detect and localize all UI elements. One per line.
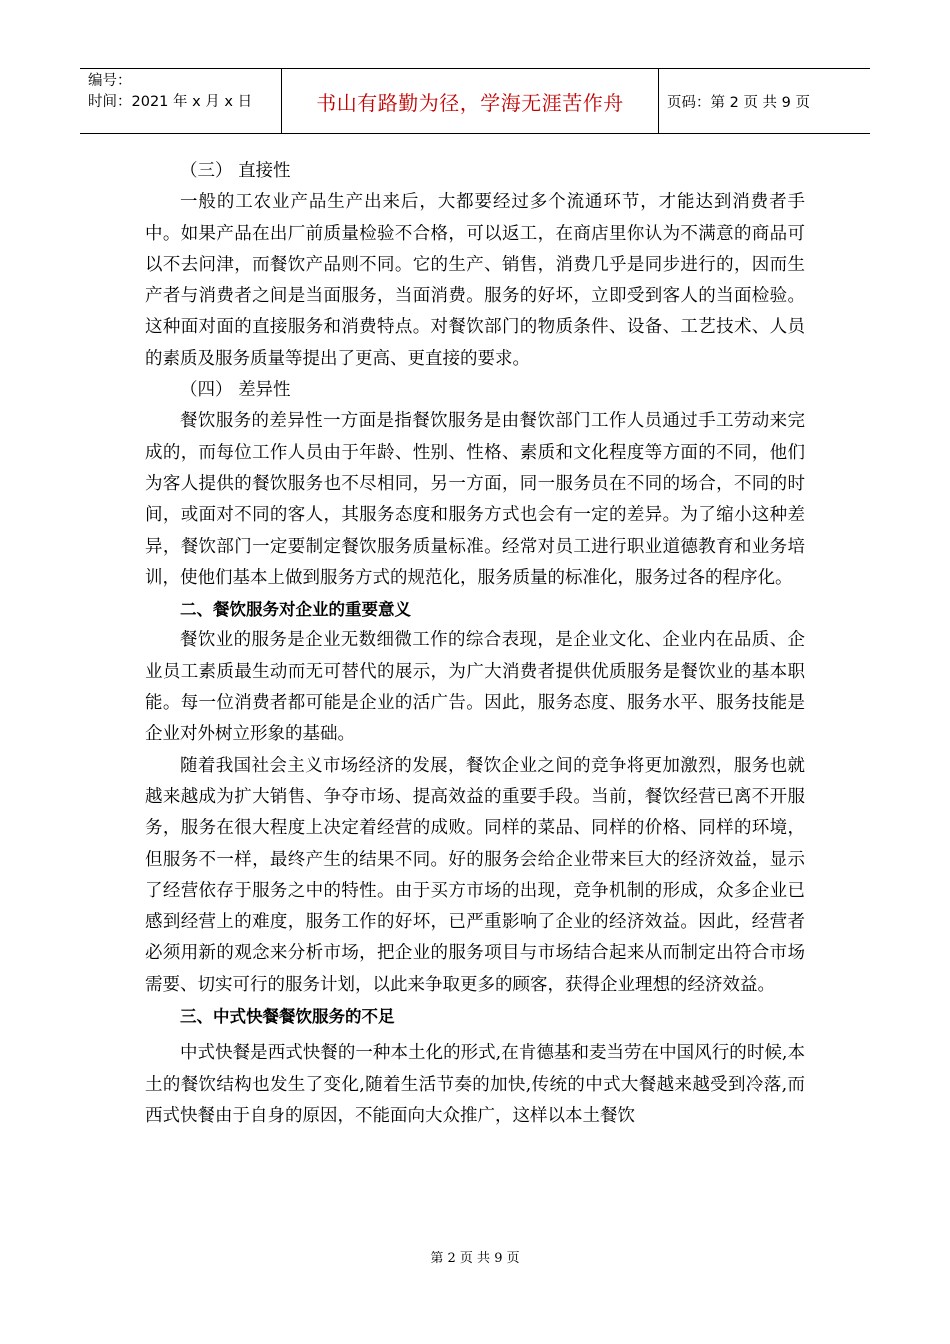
document-body: [145, 156, 805, 1132]
part-3-paragraph-1: 中式快餐是西式快餐的一种本土化的形式,在肯德基和麦当劳在中国风行的时候,本土的餐饮结构也发生了变化,随着生活节奏的加快,传统的中式大餐越来越受到冷落,而西式快餐由于自身的原因，不能面向大众推广，这样以本土餐饮: [145, 1043, 805, 1126]
section-3-title: （三） 直接性: [180, 161, 291, 181]
section-4-title: （四） 差异性: [180, 380, 291, 401]
header-page-label: 页码：第 2 页 共 9 页: [667, 94, 810, 111]
part-3-heading: 三、中式快餐餐饮服务的不足: [180, 1007, 395, 1027]
page-footer: 第 2 页 共 9 页: [430, 1251, 520, 1266]
header-meta: [80, 69, 282, 133]
header-number-label: 编号：: [88, 73, 132, 89]
header-time-label: 时间：2021 年 x 月 x 日: [88, 94, 253, 110]
section-4-paragraph: 餐饮服务的差异性一方面是指餐饮服务是由餐饮部门工作人员通过手工劳动来完成的，而每位工作人员由于年龄、性别、性格、素质和文化程度等方面的不同，他们为客人提供的餐饮服务也不尽相同，另一方面，同一服务员在不同的场合，不同的时间，或面对不同的客人，其服务态度和服务方式也会有一定的差异。为了缩小这种差异，餐饮部门一定要制定餐饮服务质量标准。经常对员工进行职业道德教育和业务培训，使他们基本上做到服务方式的规范化，服务质量的标准化，服务过各的程序化。: [145, 411, 805, 588]
document-header: [80, 68, 870, 134]
part-2-heading: 二、餐饮服务对企业的重要意义: [180, 600, 411, 620]
part-2-paragraph-2: 随着我国社会主义市场经济的发展，餐饮企业之间的竞争将更加激烈，服务也就越来越成为扩大销售、争夺市场、提高效益的重要手段。当前，餐饮经营已离不开服务，服务在很大程度上决定着经营的成败。同样的菜品、同样的价格、同样的环境，但服务不一样，最终产生的结果不同。好的服务会给企业带来巨大的经济效益，显示了经营依存于服务之中的特性。由于买方市场的出现，竞争机制的形成，众多企业已感到经营上的难度，服务工作的好坏，已严重影响了企业的经济效益。因此，经营者必须用新的观念来分析市场，把企业的服务项目与市场结合起来从而制定出符合市场需要、切实可行的服务计划，以此来争取更多的顾客，获得企业理想的经济效益。: [145, 755, 805, 995]
part-2-paragraph-1: 餐饮业的服务是企业无数细微工作的综合表现，是企业文化、企业内在品质、企业员工素质最生动而无可替代的展示，为广大消费者提供优质服务是餐饮业的基本职能。每一位消费者都可能是企业的活广告。因此，服务态度、服务水平、服务技能是企业对外树立形象的基础。: [145, 630, 805, 745]
section-3-paragraph: 一般的工农业产品生产出来后，大都要经过多个流通环节，才能达到消费者手中。如果产品在出厂前质量检验不合格，可以返工，在商店里你认为不满意的商品可以不去问津，而餐饮产品则不同。它的生产、销售，消费几乎是同步进行的，因而生产者与消费者之间是当面服务，当面消费。服务的好坏，立即受到客人的当面检验。这种面对面的直接服务和消费特点。对餐饮部门的物质条件、设备、工艺技术、人员的素质及服务质量等提出了更高、更直接的要求。: [145, 192, 805, 369]
header-motto: 书山有路勤为径，学海无涯苦作舟: [282, 69, 659, 133]
